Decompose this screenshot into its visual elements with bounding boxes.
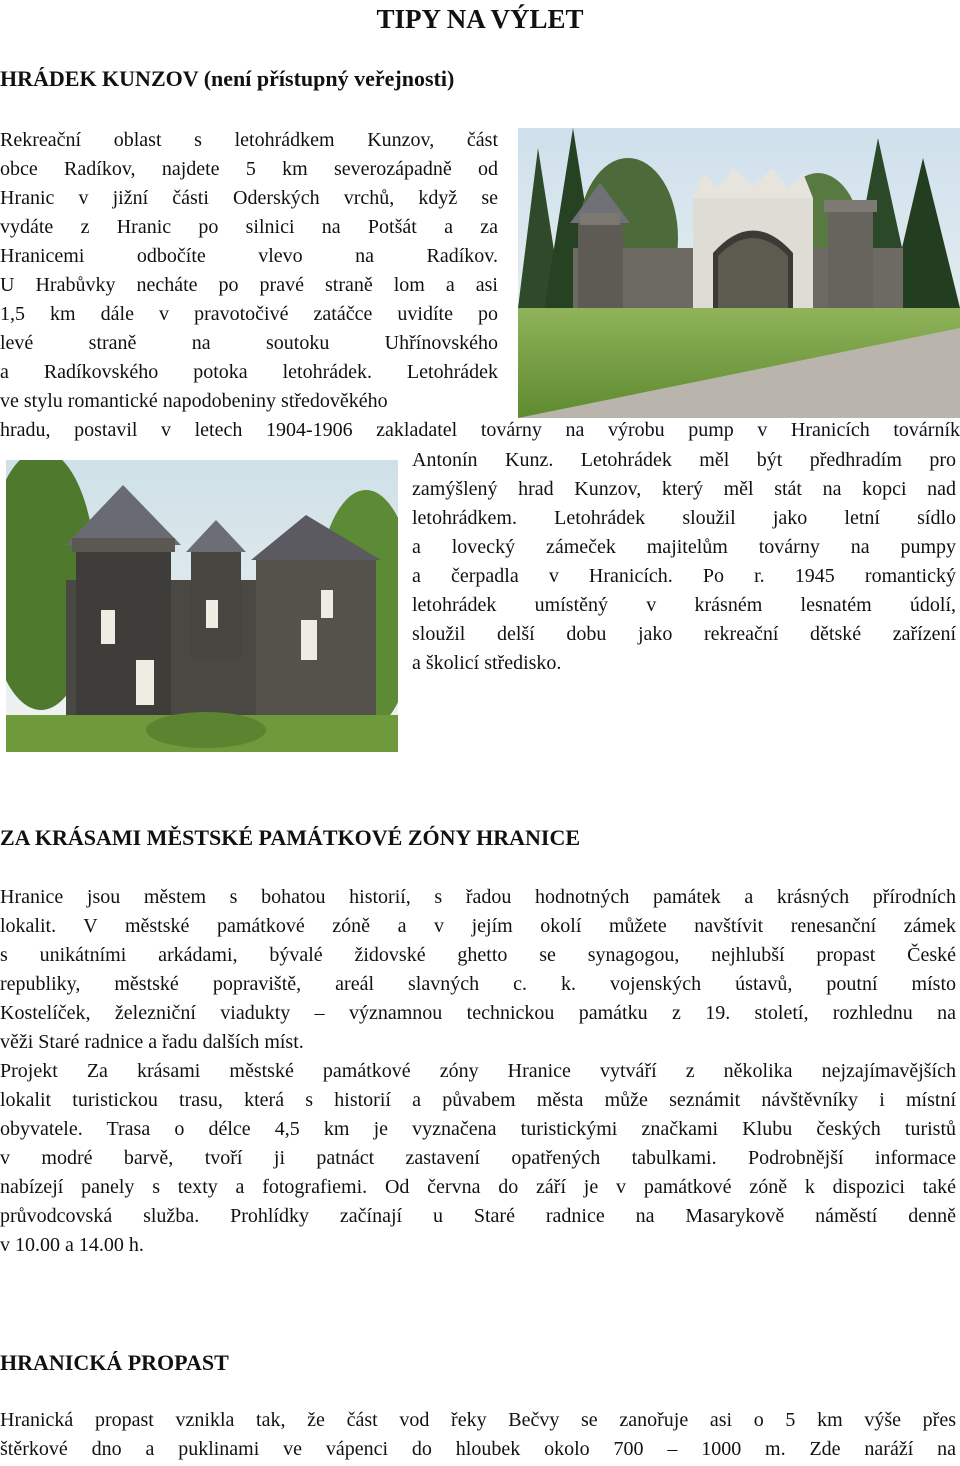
- text-line: Kostelíček, železniční viadukty – významnou technickou památku z 19. století, rozhlednu na: [0, 1002, 956, 1024]
- page-title-text: TIPY NA VÝLET: [376, 4, 584, 34]
- page-title: [0, 4, 960, 35]
- text-line: vydáte z Hranic po silnici na Potšát a za: [0, 216, 498, 238]
- section-heading-kunzov: HRÁDEK KUNZOV (není přístupný veřejnosti): [0, 66, 455, 91]
- text-line: a lovecký zámeček majitelům továrny na pumpy: [412, 536, 956, 558]
- text-line: obce Radíkov, najdete 5 km severozápadně od: [0, 158, 498, 180]
- text-line: v modré barvě, tvoří ji patnáct zastavení opatřených tabulkami. Podrobnější informace: [0, 1147, 956, 1169]
- text-line: 1,5 km dále v pravotočivé zatáčce uvidíte po: [0, 303, 498, 325]
- section-heading-pamatkova-zona: ZA KRÁSAMI MĚSTSKÉ PAMÁTKOVÉ ZÓNY HRANICE: [0, 825, 581, 850]
- text-line: a školicí středisko.: [412, 652, 562, 674]
- text-line: Antonín Kunz. Letohrádek měl být předhradím pro: [412, 449, 956, 471]
- propast-text: [0, 1406, 956, 1464]
- photo-castle-gate: [518, 128, 960, 418]
- kunzov-text-right: [412, 446, 956, 678]
- text-line: a čerpadla v Hranicích. Po r. 1945 romantický: [412, 565, 956, 587]
- castle-towers-illustration: [6, 460, 398, 752]
- castle-gate-illustration: [518, 128, 960, 418]
- text-line: Hranice jsou městem s bohatou historií, s řadou hodnotných památek a krásných přírodních: [0, 886, 956, 908]
- text-line: Hranic v jižní části Oderských vrchů, když se: [0, 187, 498, 209]
- section-heading-propast: HRANICKÁ PROPAST: [0, 1350, 229, 1375]
- kunzov-text-full: [0, 416, 960, 445]
- kunzov-text-left: [0, 126, 498, 416]
- text-line: Projekt Za krásami městské památkové zóny Hranice vytváří z několika nejzajímavějších: [0, 1060, 956, 1082]
- text-line: v 10.00 a 14.00 h.: [0, 1234, 144, 1256]
- text-line: U Hrabůvky necháte po pravé straně lom a asi: [0, 274, 498, 296]
- text-line: sloužil delší dobu jako rekreační dětské zařízení: [412, 623, 956, 645]
- text-line: letohrádek umístěný v krásném lesnatém údolí,: [412, 594, 956, 616]
- text-line: s unikátními arkádami, bývalé židovské ghetto se synagogou, nejhlubší propast České: [0, 944, 956, 966]
- text-line: hradu, postavil v letech 1904-1906 zakladatel továrny na výrobu pump v Hranicích továrník: [0, 419, 960, 441]
- text-line: zamýšlený hrad Kunzov, který měl stát na kopci nad: [412, 478, 956, 500]
- text-line: obyvatele. Trasa o délce 4,5 km je vyznačena turistickými značkami Klubu českých turistů: [0, 1118, 956, 1140]
- text-line: ve stylu romantické napodobeniny středověkého: [0, 390, 388, 412]
- text-line: levé straně na soutoku Uhřínovského: [0, 332, 498, 354]
- text-line: letohrádkem. Letohrádek sloužil jako letní sídlo: [412, 507, 956, 529]
- text-line: Rekreační oblast s letohrádkem Kunzov, část: [0, 129, 498, 151]
- text-line: Hranická propast vznikla tak, že část vod řeky Bečvy se zanořuje asi o 5 km výše přes: [0, 1409, 956, 1431]
- photo-castle-towers: [6, 460, 398, 752]
- text-line: lokalit turistickou trasu, která s historií a půvabem města může seznámit návštěvníky i místní: [0, 1089, 956, 1111]
- pamatkova-zona-text: [0, 883, 956, 1260]
- text-line: průvodcovská služba. Prohlídky začínají u Staré radnice na Masarykově náměstí denně: [0, 1205, 956, 1227]
- text-line: Hranicemi odbočíte vlevo na Radíkov.: [0, 245, 498, 267]
- text-line: věži Staré radnice a řadu dalších míst.: [0, 1031, 304, 1053]
- text-line: štěrkové dno a puklinami ve vápenci do hloubek okolo 700 – 1000 m. Zde naráží na: [0, 1438, 956, 1460]
- text-line: lokalit. V městské památkové zóně a v jejím okolí můžete navštívit renesanční zámek: [0, 915, 956, 937]
- text-line: republiky, městské popraviště, areál slavných c. k. vojenských ústavů, poutní místo: [0, 973, 956, 995]
- text-line: nabízejí panely s texty a fotografiemi. Od června do září je v památkové zóně k dispozici také: [0, 1176, 956, 1198]
- text-line: a Radíkovského potoka letohrádek. Letohrádek: [0, 361, 498, 383]
